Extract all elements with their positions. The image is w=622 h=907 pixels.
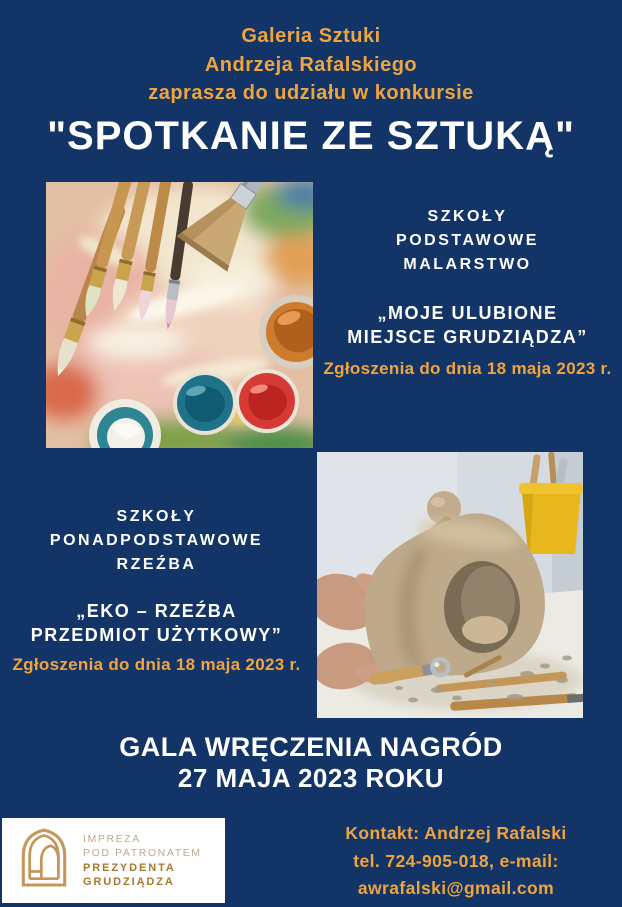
painting-theme-line2: MIEJSCE GRUDZIĄDZA” bbox=[347, 327, 588, 347]
painting-category-line1: SZKOŁY bbox=[427, 208, 508, 225]
contact-block bbox=[300, 820, 612, 903]
sculpture-photo bbox=[317, 452, 583, 718]
gallery-name-line2: Andrzeja Rafalskiego bbox=[204, 53, 418, 76]
painting-section bbox=[313, 205, 622, 380]
sculpture-deadline: Zgłoszenia do dnia 18 maja 2023 r. bbox=[12, 655, 301, 674]
gala-date: 27 MAJA 2023 ROKU bbox=[177, 763, 445, 793]
patronage-line2: POD PATRONATEM bbox=[83, 847, 202, 859]
gala-announcement bbox=[0, 731, 622, 794]
patronage-text bbox=[83, 832, 202, 890]
gallery-name-line1: Galeria Sztuki bbox=[241, 25, 381, 47]
patronage-line1: IMPREZA bbox=[83, 832, 141, 845]
gala-title: GALA WRĘCZENIA NAGRÓD bbox=[119, 732, 503, 762]
sculpture-category bbox=[0, 505, 313, 577]
sculpture-category-line3: RZEŹBA bbox=[116, 556, 197, 573]
sculpture-theme-line1: „EKO – RZEŹBA bbox=[76, 601, 237, 621]
painting-category-line2: PODSTAWOWE bbox=[396, 232, 539, 249]
patronage-line3: PREZYDENTA bbox=[83, 861, 176, 874]
painting-category bbox=[313, 205, 622, 277]
city-gate-logo-icon bbox=[17, 827, 71, 894]
sculpture-category-line1: SZKOŁY bbox=[116, 508, 197, 525]
painting-theme bbox=[313, 301, 622, 349]
sculpture-section bbox=[0, 505, 313, 676]
painting-photo-illustration bbox=[46, 182, 313, 448]
sculpture-photo-illustration bbox=[317, 452, 583, 718]
sculpture-category-line2: PONADPODSTAWOWE bbox=[49, 532, 264, 549]
contact-person: Kontakt: Andrzej Rafalski bbox=[345, 823, 567, 843]
header-intro bbox=[0, 22, 622, 108]
contact-email: awrafalski@gmail.com bbox=[357, 878, 555, 898]
contact-phone: tel. 724-905-018, e-mail: bbox=[353, 850, 559, 871]
patronage-panel bbox=[2, 818, 225, 903]
painting-photo bbox=[46, 182, 313, 448]
patronage-line4: GRUDZIĄDZA bbox=[83, 876, 175, 888]
contest-title: "SPOTKANIE ZE SZTUKĄ" bbox=[47, 114, 575, 158]
painting-category-line3: MALARSTWO bbox=[403, 256, 532, 273]
sculpture-theme bbox=[0, 599, 313, 647]
sculpture-theme-line2: PRZEDMIOT UŻYTKOWY” bbox=[30, 625, 283, 645]
painting-deadline: Zgłoszenia do dnia 18 maja 2023 r. bbox=[323, 359, 612, 378]
invitation-line: zaprasza do udziału w konkursie bbox=[148, 82, 474, 104]
painting-theme-line1: „MOJE ULUBIONE bbox=[377, 303, 558, 323]
